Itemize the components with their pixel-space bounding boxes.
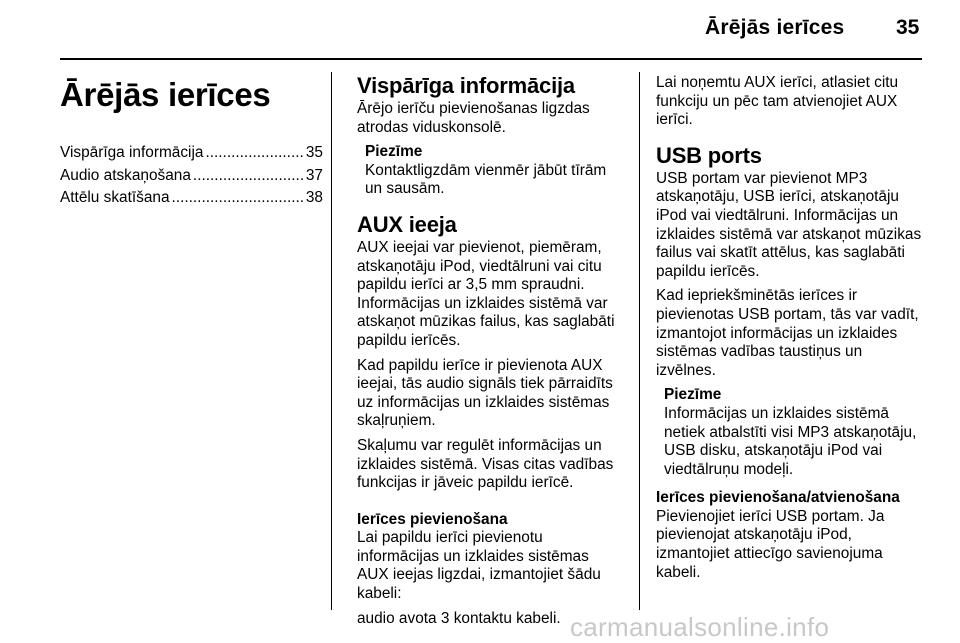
paragraph: Lai noņemtu AUX ierīci, atlasiet citu funkciju un pēc tam atvienojiet AUX ierīci.: [656, 74, 899, 129]
column-divider-1: [331, 72, 332, 610]
paragraph: audio avota 3 kontaktu kabeli.: [357, 609, 561, 627]
toc-leader-dots: [205, 144, 303, 163]
subsection-title: Ierīces pievienošana/atvienošana: [656, 489, 900, 507]
paragraph: Kad papildu ierīce ir pievienota AUX ieejai, tās audio signāls tiek pārraidīts uz informācijas un izklaides sistēmas skaļruņiem.: [357, 356, 613, 430]
paragraph: USB portam var pievienot MP3 atskaņotāju, USB ierīci, atskaņotāju iPod vai viedtālruni. Informācijas un izklaides sistēmā var atskaņot mūzikas failus vai skatīt attēlus, kas saglabāti papildu ierīcēs.: [656, 169, 922, 280]
toc-page: 37: [305, 166, 323, 184]
toc-entry[interactable]: [60, 144, 323, 163]
section-title: USB ports: [656, 142, 762, 168]
note-text: Informācijas un izklaides sistēmā netiek atbalstīti visi MP3 atskaņotāju, USB disku, atskaņotāju iPod vai viedtālruņu modeļi.: [664, 404, 917, 478]
chapter-title: Ārējās ierīces: [60, 76, 271, 113]
paragraph: Ārējo ierīču pievienošanas ligzdas atrodas viduskonsolē.: [357, 100, 590, 136]
section-title: AUX ieeja: [357, 211, 457, 237]
section-title: Vispārīga informācija: [357, 73, 575, 98]
note-title: Piezīme: [664, 386, 722, 404]
toc-entry[interactable]: [60, 189, 323, 208]
paragraph: Kad iepriekšminētās ierīces ir pievienotas USB portam, tās var vadīt, izmantojot informācijas un izklaides sistēmas vadības taustiņus un izvēlnes.: [656, 287, 919, 379]
note-text: Kontaktligzdām vienmēr jābūt tīrām un sausām.: [365, 161, 607, 198]
toc-label: Audio atskaņošana: [60, 166, 191, 184]
toc-label: Attēlu skatīšana: [60, 189, 170, 207]
note-box: [664, 386, 926, 479]
page-number: 35: [896, 16, 920, 39]
watermark: carmanualsonline.info: [570, 612, 830, 642]
toc-leader-dots: [193, 167, 304, 186]
toc-label: Vispārīga informācija: [60, 144, 204, 161]
toc-page: 35: [305, 144, 323, 161]
header-rule: [60, 58, 922, 60]
column-divider-2: [639, 72, 640, 610]
column-1: [60, 76, 323, 212]
page-header: [0, 0, 960, 60]
column-3: [656, 74, 926, 588]
column-2: [357, 74, 622, 634]
table-of-contents: [60, 144, 323, 208]
note-box: [365, 143, 622, 199]
paragraph: Lai papildu ierīci pievienotu informācijas un izklaides sistēmas AUX ieejas ligzdai, izmantojiet šādu kabeli:: [357, 529, 601, 603]
paragraph: Skaļumu var regulēt informācijas un izklaides sistēmā. Visas citas vadības funkcijas ir jāveic papildu ierīcē.: [357, 436, 614, 492]
subsection-title: Ierīces pievienošana: [357, 510, 508, 528]
paragraph: Pievienojiet ierīci USB portam. Ja pievienojat atskaņotāju iPod, izmantojiet attiecīgo savienojuma kabeli.: [656, 507, 885, 581]
toc-entry[interactable]: [60, 167, 323, 186]
toc-page: 38: [305, 189, 323, 207]
note-title: Piezīme: [365, 143, 423, 161]
header-title: Ārējās ierīces: [705, 16, 845, 39]
toc-leader-dots: [172, 189, 304, 208]
paragraph: AUX ieejai var pievienot, piemēram, atskaņotāju iPod, viedtālruni vai citu papildu ierīci ar 3,5 mm spraudni. Informācijas un izklaides sistēmā var atskaņot mūzikas failus, kas saglabāti papildu ierīcēs.: [357, 238, 615, 349]
